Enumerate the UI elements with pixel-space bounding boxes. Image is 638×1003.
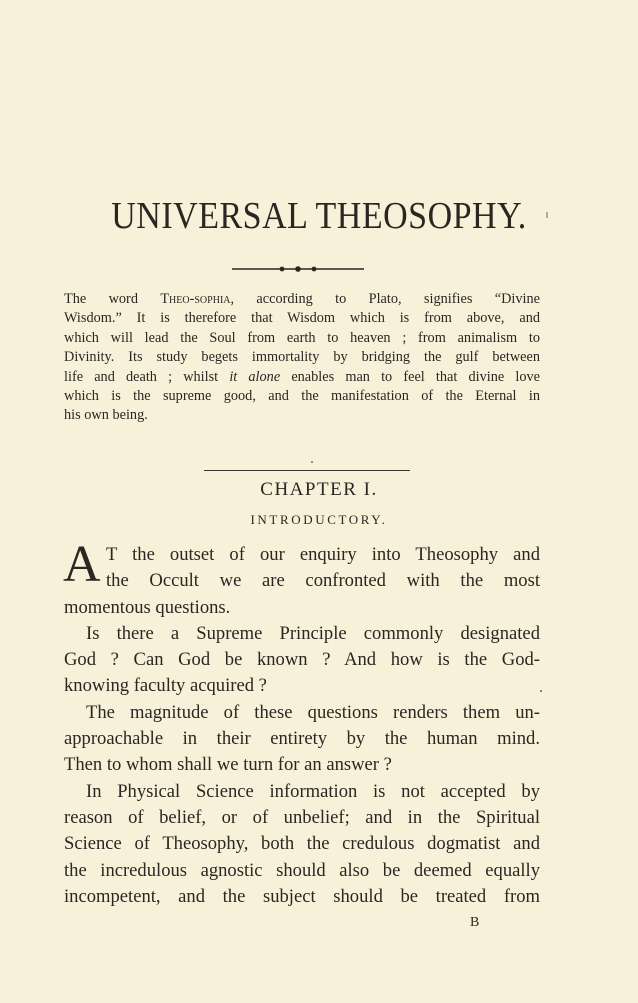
- body-line: In Physical Science information is not accepted by: [86, 780, 540, 802]
- body-line: the incredulous agnostic should also be deemed equally: [64, 859, 540, 881]
- epigraph-line: The word Theo-sophia, according to Plato, signifies “Divine: [64, 291, 540, 307]
- body-line: knowing faculty acquired ?: [64, 675, 267, 697]
- epigraph-line: which is the supreme good, and the manifestation of the Eternal in: [64, 388, 540, 405]
- body-text: [63, 536, 540, 910]
- body-line: Science of Theosophy, both the credulous dogmatist and: [64, 833, 540, 855]
- epigraph: [64, 290, 540, 426]
- body-line: Is there a Supreme Principle commonly designated: [86, 622, 540, 644]
- body-line: reason of belief, or of unbelief; and in the Spiritual: [64, 806, 540, 828]
- body-line: incompetent, and the subject should be treated from: [64, 885, 540, 907]
- page-title: UNIVERSAL THEOSOPHY.: [111, 195, 527, 238]
- body-line: momentous questions.: [64, 596, 231, 618]
- print-speck: [311, 461, 313, 463]
- epigraph-line: his own being.: [64, 407, 148, 424]
- body-line: the Occult we are confronted with the most: [106, 570, 540, 592]
- chapter-subheading: INTRODUCTORY.: [250, 512, 388, 527]
- body-line: approachable in their entirety by the human mind.: [64, 728, 540, 750]
- epigraph-line: life and death ; whilst it alone enables man to feel that divine love: [64, 368, 540, 385]
- print-speck: [540, 690, 542, 692]
- chapter-heading: CHAPTER I.: [260, 479, 378, 500]
- body-line: T the outset of our enquiry into Theosophy and: [106, 544, 540, 565]
- epigraph-line: Wisdom.” It is therefore that Wisdom which is from above, and: [64, 310, 540, 327]
- body-line: The magnitude of these questions renders them un-: [86, 701, 540, 723]
- epigraph-line: Divinity. Its study begets immortality by bridging the gulf between: [64, 349, 540, 366]
- epigraph-line: which will lead the Soul from earth to heaven ; from animalism to: [64, 329, 540, 346]
- print-speck: [546, 212, 548, 218]
- drop-cap: A: [63, 536, 101, 593]
- section-rule: [204, 470, 410, 471]
- ornament-divider: [232, 264, 364, 274]
- body-line: Then to whom shall we turn for an answer ?: [64, 754, 392, 776]
- body-line: God ? Can God be known ? And how is the God-: [64, 649, 540, 671]
- signature-mark: B: [470, 915, 480, 930]
